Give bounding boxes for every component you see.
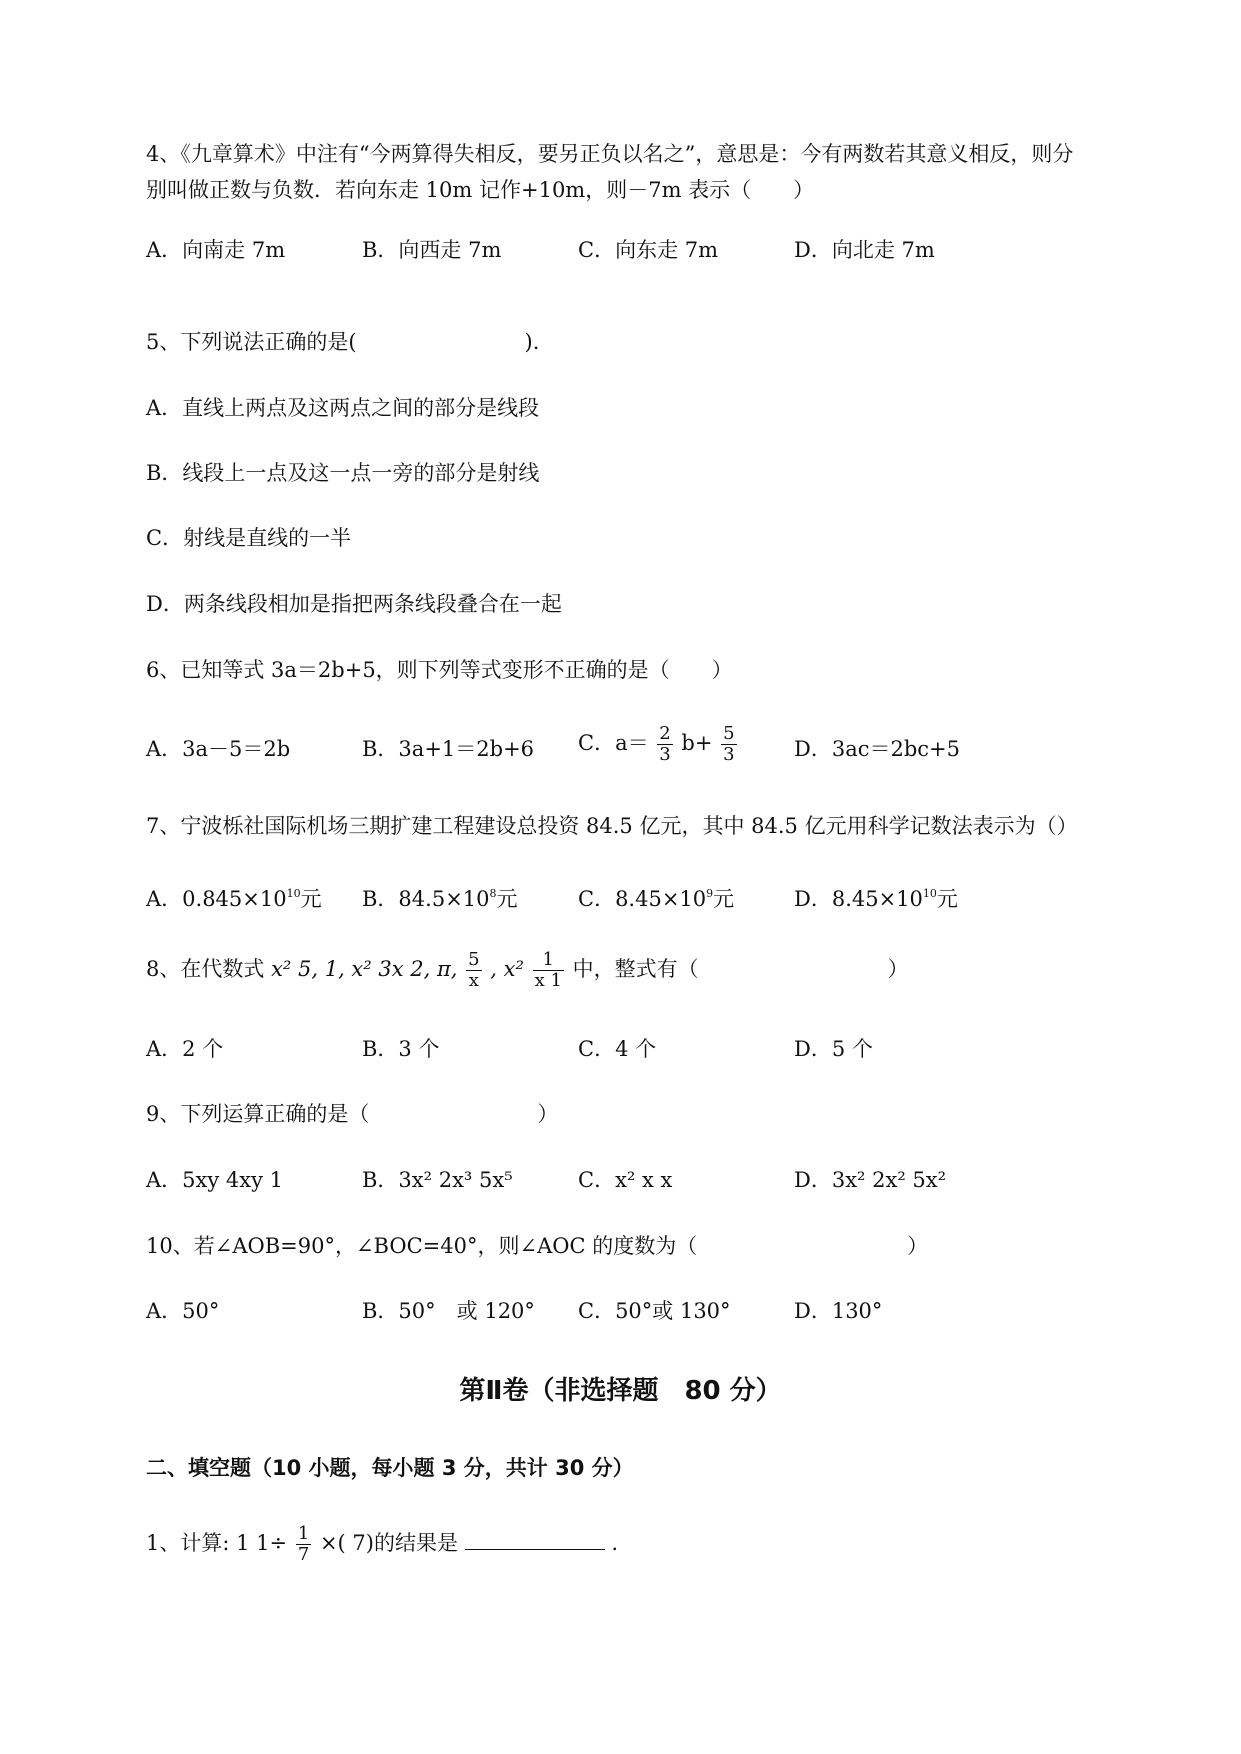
q8-option-d: D．5 个 — [794, 1037, 873, 1061]
q8-expression: x² 5, 1, x² 3x 2, π, — [271, 957, 458, 981]
q10-option-b: B．50° 或 120° — [362, 1299, 535, 1323]
q8-expression-2: , x² — [490, 957, 524, 981]
q6-option-c-fraction-2: $\frac{5}{3}$ — [723, 723, 735, 765]
q7-option-c: C．$8.45\times 10^9$元 — [578, 887, 735, 911]
fill1-expression-b: ×( 7)的结果是 — [319, 1531, 458, 1555]
q6-option-c-mid: b+ — [681, 731, 713, 755]
q9-stem: 9、下列运算正确的是（ ） — [146, 1102, 559, 1126]
fill1-expression-a: 1 1÷ — [236, 1531, 288, 1555]
q5-option-c: C．射线是直线的一半 — [146, 526, 352, 550]
q7-option-b: B．$84.5\times 10^8$元 — [362, 887, 518, 911]
q6-option-a: A．3a－5＝2b — [146, 737, 291, 761]
q6-option-c — [578, 724, 739, 765]
subsection-title: 二、填空题（10 小题，每小题 3 分，共计 30 分） — [146, 1456, 634, 1480]
fill1-fraction: $\frac{1}{7}$ — [297, 1523, 310, 1565]
q6-option-b: B．3a+1＝2b+6 — [362, 737, 535, 761]
q5-option-b: B．线段上一点及这一点一旁的部分是射线 — [146, 461, 540, 485]
q10-stem: 10、若∠AOB=90°，∠BOC=40°，则∠AOC 的度数为（ ） — [146, 1234, 929, 1258]
q9-option-d: D．3x² 2x² 5x² — [794, 1168, 947, 1192]
q4-option-b: B．向西走 7m — [362, 238, 502, 262]
q6-option-c-fraction-1: $\frac{2}{3}$ — [659, 723, 671, 765]
q10-option-a: A．50° — [146, 1299, 220, 1323]
q6-stem: 6、已知等式 3a＝2b+5，则下列等式变形不正确的是（ ） — [146, 658, 733, 682]
fill1-answer-blank — [465, 1531, 605, 1550]
q4-option-a: A．向南走 7m — [146, 238, 286, 262]
q10-option-c: C．50°或 130° — [578, 1299, 731, 1323]
q8-option-c: C．4 个 — [578, 1037, 657, 1061]
q5-option-d: D．两条线段相加是指把两条线段叠合在一起 — [146, 592, 562, 616]
q6-option-d: D．3ac＝2bc+5 — [794, 737, 961, 761]
q8-option-a: A．2 个 — [146, 1037, 224, 1061]
section-title: 第Ⅱ卷（非选择题 80 分） — [459, 1376, 782, 1406]
q9-option-b: B．3x² 2x³ 5x⁵ — [362, 1168, 513, 1192]
q7-option-d: D．$8.45\times 10^{10}$元 — [794, 887, 958, 911]
q7-stem: 7、宁波栎社国际机场三期扩建工程建设总投资 84.5 亿元，其中 84.5 亿元用科学记数法表示为（） — [146, 814, 1078, 838]
q4-stem-line2: 别叫做正数与负数．若向东走 10m 记作+10m，则－7m 表示（ ） — [146, 178, 815, 202]
q8-stem: 8、在代数式 x² 5, 1, x² 3x 2, π, $\frac{5}{x}$ , x² $\frac{1}{x 1}$ 中，整式有（ ） — [146, 949, 909, 991]
q8-fraction-1: $\frac{5}{x}$ — [468, 949, 480, 991]
q4-option-c: C．向东走 7m — [578, 238, 719, 262]
q9-option-c: C．x² x x — [578, 1168, 673, 1192]
q8-option-b: B．3 个 — [362, 1037, 440, 1061]
q4-stem-line1: 4、《九章算术》中注有“今两算得失相反，要另正负以名之”，意思是：今有两数若其意义相反，则分 — [146, 142, 1074, 166]
q4-option-d: D．向北走 7m — [794, 238, 935, 262]
q8-fraction-2: $\frac{1}{x 1}$ — [534, 949, 562, 991]
q9-option-a: A．5xy 4xy 1 — [146, 1168, 284, 1192]
fill1-question: 1、计算: 1 1÷ $\frac{1}{7}$ ×( 7)的结果是 . — [146, 1523, 619, 1565]
q5-option-a: A．直线上两点及这两点之间的部分是线段 — [146, 396, 540, 420]
q6-option-c-label: C．a＝ — [578, 731, 649, 755]
q5-stem: 5、下列说法正确的是( ). — [146, 330, 540, 354]
q10-option-d: D．130° — [794, 1299, 883, 1323]
q7-option-a: A．$0.845\times 10^{10}$元 — [146, 887, 322, 911]
